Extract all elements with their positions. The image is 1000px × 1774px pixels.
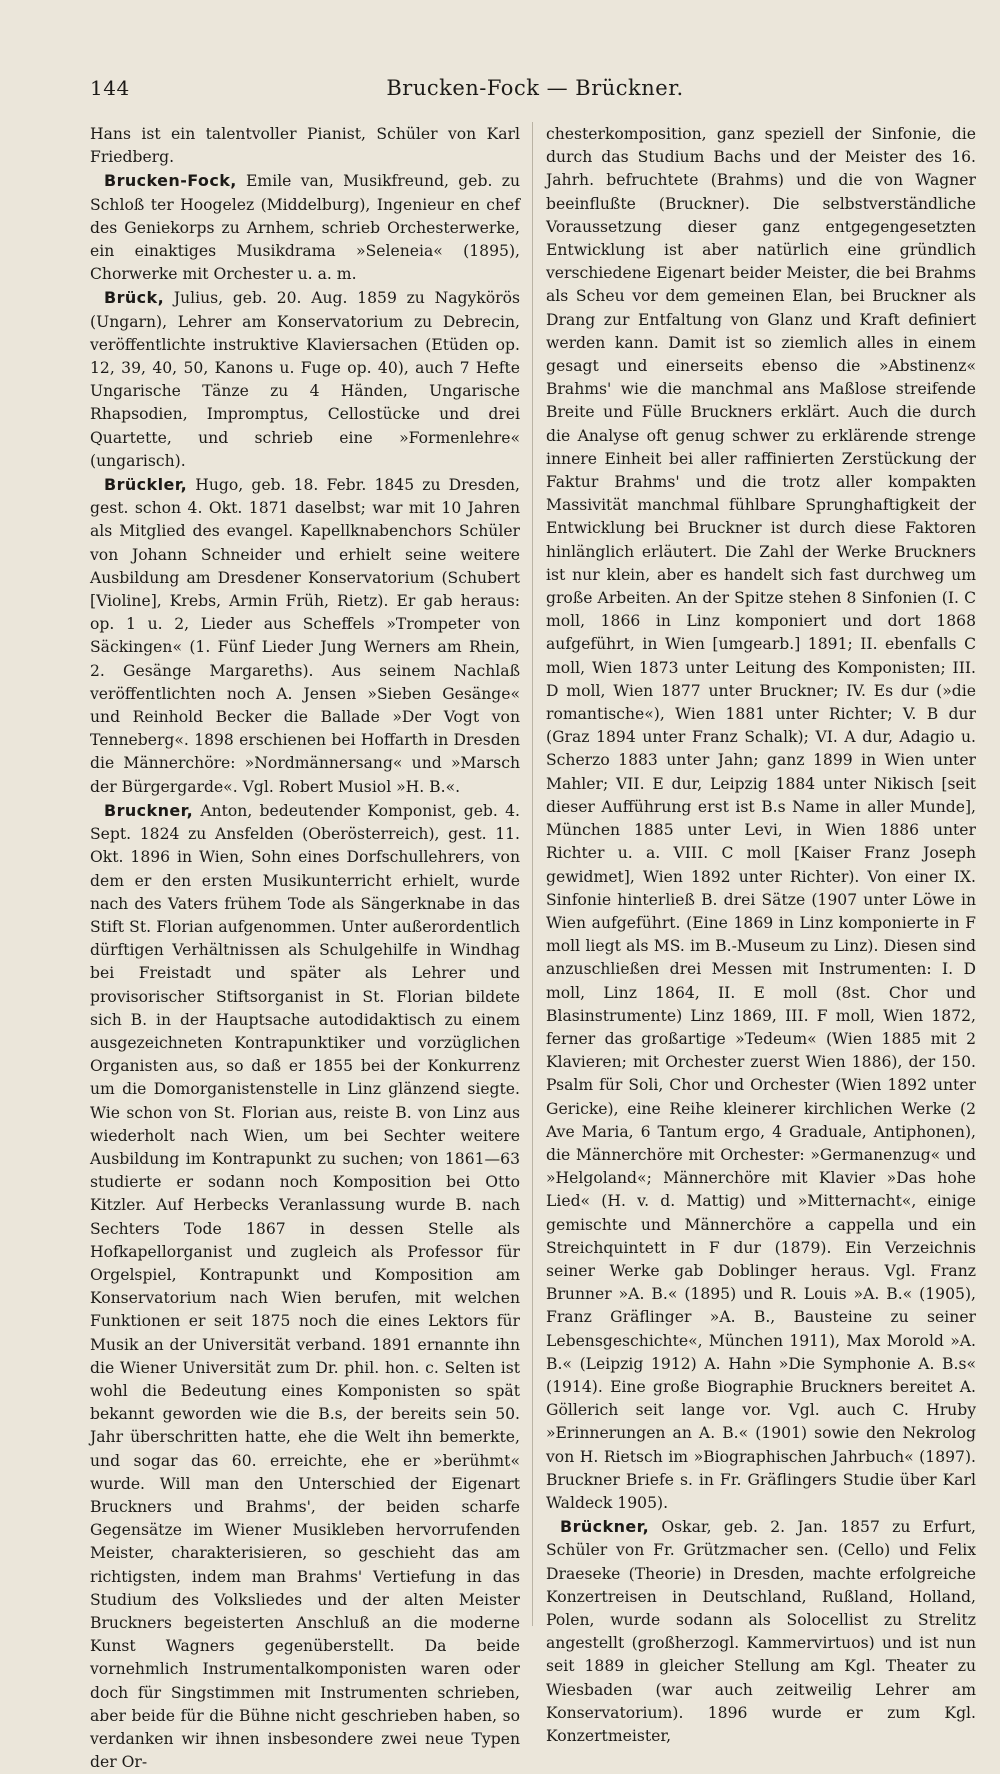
entry-text: Julius, geb. 20. Aug. 1859 zu Nagykörös (Ungarn), Lehrer am Konservatorium zu Debrecin, veröffentlichte instruktive Klaviersachen (Etüden op. 12, 39, 40, 50, Kanons u. Fuge op. 40), auch 7 Hefte Ungarische Tänze zu 4 Händen, Ungarische Rhapsodien, Impromptus, Cellostücke und drei Quartette, und schrieb eine »Formenlehre« (ungarisch). [90, 289, 520, 470]
entry-continuation [546, 122, 976, 1515]
entry-text: Hugo, geb. 18. Febr. 1845 zu Dresden, gest. schon 4. Okt. 1871 daselbst; war mit 10 Jahren als Mitglied des evangel. Kapellknabenchors Schüler von Johann Schneider und erhielt seine weitere Ausbildung am Dresdener Konservatorium (Schubert [Violine], Krebs, Armin Früh, Rietz). Er gab heraus: op. 1 u. 2, Lieder aus Scheffels »Trompeter von Säckingen« (1. Fünf Lieder Jung Werners am Rhein, 2. Gesänge Margareths). Aus seinem Nachlaß veröffentlichten noch A. Jensen »Sieben Gesänge« und Reinhold Becker die Ballade »Der Vogt von Tenneberg«. 1898 erschienen bei Hoffarth in Dresden die Männerchöre: »Nordmännersang« und »Marsch der Bürgergarde«. Vgl. Robert Musiol »H. B.«. [90, 476, 520, 796]
entry-text: Oskar, geb. 2. Jan. 1857 zu Erfurt, Schüler von Fr. Grützmacher sen. (Cello) und Felix Draeseke (Theorie) in Dresden, machte erfolgreiche Konzertreisen in Deutschland, Rußland, Holland, Polen, wurde sodann als Solocellist zu Strelitz angestellt (großherzogl. Kammervirtuos) und ist nun seit 1889 in gleicher Stellung am Kgl. Theater zu Wiesbaden (war auch zeitweilig Lehrer am Konservatorium). 1896 wurde er zum Kgl. Konzertmeister, [546, 1518, 976, 1746]
entry-text: Hans ist ein talentvoller Pianist, Schüler von Karl Friedberg. [90, 125, 520, 167]
entry-brueckler [90, 473, 520, 799]
entry-brueck [90, 286, 520, 473]
entry-headword: Bruckner, [104, 800, 194, 820]
entry-text: Emile van, Musikfreund, geb. zu Schloß ter Hoogelez (Middelburg), Ingenieur en chef des Geniekorps zu Arnhem, schrieb Orchesterwerke, ein einaktiges Musikdrama »Seleneia« (1895), Chorwerke mit Orchester u. a. m. [90, 172, 520, 284]
entry-headword: Brückler, [104, 475, 188, 495]
entry-brueckner-oskar [546, 1515, 976, 1748]
page-header [90, 76, 980, 106]
right-column [546, 122, 976, 1774]
entry-continuation [90, 122, 520, 169]
text-columns [90, 122, 976, 1774]
page-number: 144 [90, 76, 130, 100]
entry-bruckner [90, 799, 520, 1774]
entry-headword: Brückner, [560, 1517, 650, 1537]
entry-headword: Brucken-Fock, [104, 171, 237, 191]
entry-text: chesterkomposition, ganz speziell der Sinfonie, die durch das Studium Bachs und der Meister des 16. Jahrh. befruchtete (Brahms) und die von Wagner beeinflußte (Bruckner). Die selbstverständliche Voraussetzung dieser ganz entgegengesetzten Entwicklung ist aber natürlich eine gründlich verschiedene Eigenart beider Meister, die bei Brahms als Scheu vor dem gemeinen Elan, bei Bruckner als Drang zur Entfaltung von Glanz und Kraft definiert werden kann. Damit ist so ziemlich alles in einem gesagt und einerseits ebenso die »Abstinenz« Brahms' wie die manchmal ans Maßlose streifende Breite und Fülle Bruckners erklärt. Auch die durch die Analyse oft genug schwer zu erklärende strenge innere Einheit bei aller raffinierten Zerstückung der Faktur Brahms' und die trotz aller kompakten Massivität manchmal fühlbare Sprunghaftigkeit der Entwicklung bei Bruckner ist durch diese Faktoren hinlänglich erläutert. Die Zahl der Werke Bruckners ist nur klein, aber es handelt sich fast durchweg um große Arbeiten. An der Spitze stehen 8 Sinfonien (I. C moll, 1866 in Linz komponiert und dort 1868 aufgeführt, in Wien [umgearb.] 1891; II. ebenfalls C moll, Wien 1873 unter Leitung des Komponisten; III. D moll, Wien 1877 unter Bruckner; IV. Es dur (»die romantische«), Wien 1881 unter Richter; V. B dur (Graz 1894 unter Franz Schalk); VI. A dur, Adagio u. Scherzo 1883 unter Jahn; ganz 1899 in Wien unter Mahler; VII. E dur, Leipzig 1884 unter Nikisch [seit dieser Aufführung erst ist B.s Name in aller Munde], München 1885 unter Levi, in Wien 1886 unter Richter u. a. VIII. C moll [Kaiser Franz Joseph gewidmet], Wien 1892 unter Richter). Von einer IX. Sinfonie hinterließ B. drei Sätze (1907 unter Löwe in Wien aufgeführt. (Eine 1869 in Linz komponierte in F moll liegt als MS. im B.-Museum zu Linz). Diesen sind anzuschließen drei Messen mit Instrumenten: I. D moll, Linz 1864, II. E moll (8st. Chor und Blasinstrumente) Linz 1869, III. F moll, Wien 1872, ferner das großartige »Tedeum« (Wien 1885 mit 2 Klavieren; mit Orchester zuerst Wien 1886), der 150. Psalm für Soli, Chor und Orchester (Wien 1892 unter Gericke), eine Reihe kleinerer kirchlichen Werke (2 Ave Maria, 6 Tantum ergo, 4 Graduale, Antiphonen), die Männerchöre mit Orchester: »Germanenzug« und »Helgoland«; Männerchöre mit Klavier »Das hohe Lied« (H. v. d. Mattig) und »Mitternacht«, einige gemischte und Männerchöre a cappella und ein Streichquintett in F dur (1879). Ein Verzeichnis seiner Werke gab Doblinger heraus. Vgl. Franz Brunner »A. B.« (1895) und R. Louis »A. B.« (1905), Franz Gräflinger »A. B., Bausteine zu seiner Lebensgeschichte«, München 1911), Max Morold »A. B.« (Leipzig 1912) A. Hahn »Die Symphonie A. B.s« (1914). Eine große Biographie Bruckners bereitet A. Göllerich seit lange vor. Vgl. auch C. Hruby »Erinnerungen an A. B.« (1901) sowie den Nekrolog von H. Rietsch im »Biographischen Jahrbuch« (1897). Bruckner Briefe s. in Fr. Gräflingers Studie über Karl Waldeck 1905). [546, 125, 976, 1512]
left-column [90, 122, 520, 1774]
entry-brucken-fock [90, 169, 520, 286]
entry-headword: Brück, [104, 288, 165, 308]
running-head: Brucken-Fock — Brückner. [386, 76, 684, 100]
entry-text: Anton, bedeutender Komponist, geb. 4. Sept. 1824 zu Ansfelden (Oberösterreich), gest. 11. Okt. 1896 in Wien, Sohn eines Dorfschullehrers, von dem er den ersten Musikunterricht erhielt, wurde nach des Vaters frühem Tode als Sängerknabe in das Stift St. Florian aufgenommen. Unter außerordentlich dürftigen Verhältnissen als Schulgehilfe in Windhag bei Freistadt und später als Lehrer und provisorischer Stiftsorganist in St. Florian bildete sich B. in der Hauptsache autodidaktisch zu einem ausgezeichneten Kontrapunktiker und vorzüglichen Organisten aus, so daß er 1855 bei der Konkurrenz um die Domorganistenstelle in Linz glänzend siegte. Wie schon von St. Florian aus, reiste B. von Linz aus wiederholt nach Wien, um bei Sechter weitere Ausbildung im Kontrapunkt zu suchen; von 1861—63 studierte er sodann noch Komposition bei Otto Kitzler. Auf Herbecks Veranlassung wurde B. nach Sechters Tode 1867 in dessen Stelle als Hofkapellorganist und zugleich als Professor für Orgelspiel, Kontrapunkt und Komposition am Konservatorium nach Wien berufen, mit welchen Funktionen er seit 1875 noch die eines Lektors für Musik an der Universität verband. 1891 ernannte ihn die Wiener Universität zum Dr. phil. hon. c. Selten ist wohl die Bedeutung eines Komponisten so spät bekannt geworden wie die B.s, der bereits sein 50. Jahr überschritten hatte, ehe die Welt ihn bemerkte, und sogar das 60. erreichte, ehe er »berühmt« wurde. Will man den Unterschied der Eigenart Bruckners und Brahms', der beiden scharfe Gegensätze im Wiener Musikleben hervorrufenden Meister, charakterisieren, so geschieht das am richtigsten, indem man Brahms' Vertiefung in das Studium des Volksliedes und der alten Meister Bruckners begeisterten Anschluß an die moderne Kunst Wagners gegenüberstellt. Da beide vornehmlich Instrumentalkomponisten waren oder doch für Singstimmen mit Instrumenten schrieben, aber beide für die Bühne nicht geschrieben haben, so verdanken wir ihnen insbesondere zwei neue Typen der Or- [90, 801, 520, 1772]
